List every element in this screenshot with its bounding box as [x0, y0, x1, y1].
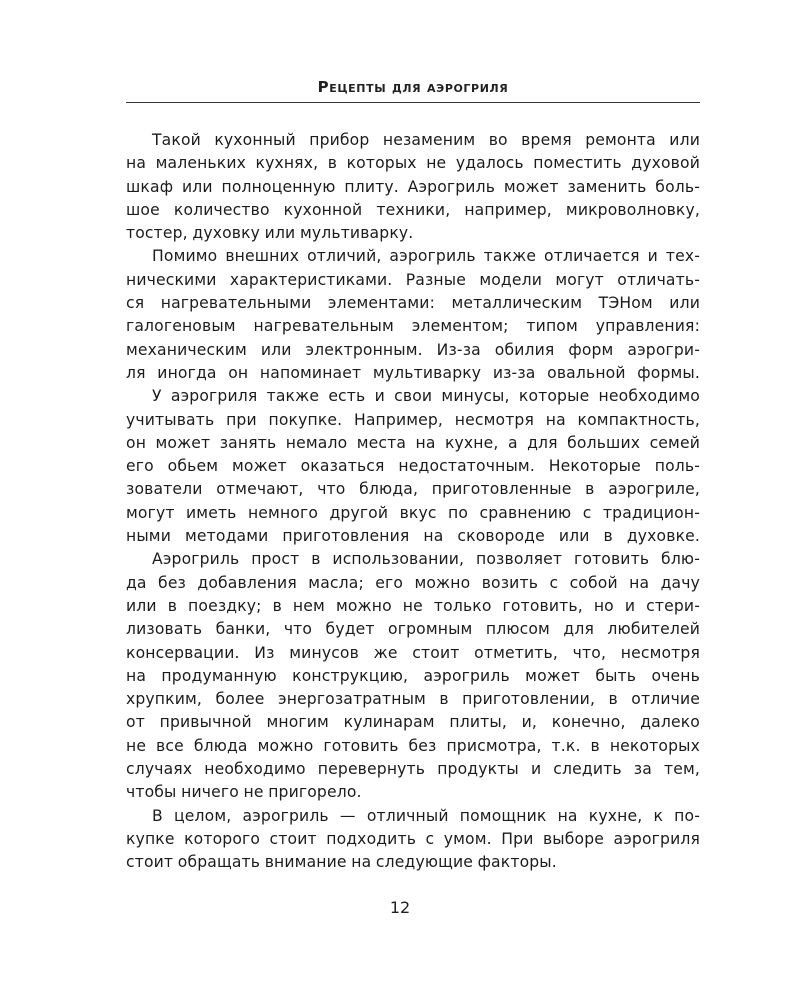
text-line: учитывать при покупке. Например, несмотря на компактность,	[126, 410, 700, 429]
text-line: или в поездку; в нем можно не только готовить, но и стери-	[126, 596, 700, 615]
text-line: от привычной многим кулинарам плиты, и, конечно, далеко	[126, 713, 700, 732]
text-line: Такой кухонный прибор незаменим во время ремонта или	[152, 131, 700, 149]
text-line: он может занять немало места на кухне, а для больших семей	[126, 433, 700, 452]
text-line: ными методами приготовления на сковороде или в духовке.	[126, 527, 700, 546]
text-line: зователи отмечают, что блюда, приготовленные в аэрогриле,	[126, 480, 700, 499]
text-line: случаях необходимо перевернуть продукты и следить за тем,	[126, 760, 700, 779]
text-line: шое количество кухонной техники, например, микроволновку,	[126, 200, 700, 219]
text-line: Аэрогриль прост в использовании, позволяет готовить блю-	[152, 550, 700, 569]
text-line: да без добавления масла; его можно возить с собой на дачу	[126, 573, 700, 592]
text-line: хрупким, более энергозатратным в приготовлении, в отличие	[126, 690, 700, 709]
text-line: на маленьких кухнях, в которых не удалось поместить духовой	[126, 154, 700, 173]
text-line: механическим или электронным. Из-за обилия форм аэрогри-	[126, 340, 700, 359]
text-line: лизовать банки, что будет огромным плюсом для любителей	[126, 620, 700, 639]
page-number: 12	[389, 898, 411, 917]
paragraph	[126, 385, 700, 548]
text-line: ся нагревательными элементами: металлическим ТЭНом или	[126, 294, 700, 313]
text-line: шкаф или полноценную плиту. Аэрогриль может заменить боль-	[126, 177, 700, 196]
text-line: купке которого стоит подходить с умом. При выборе аэрогриля	[126, 829, 700, 848]
text-line: ническими характеристиками. Разные модели могут отличать-	[126, 270, 700, 289]
paragraph	[126, 129, 700, 245]
paragraph	[126, 548, 700, 804]
text-line: консервации. Из минусов же стоит отметить, что, несмотря	[126, 643, 700, 662]
text-line: У аэрогриля также есть и свои минусы, которые необходимо	[152, 387, 700, 406]
text-line: стоит обращать внимание на следующие факторы.	[126, 853, 557, 872]
text-line: могут иметь немного другой вкус по сравнению с традицион-	[126, 503, 700, 522]
paragraph	[126, 245, 700, 385]
text-line: В целом, аэрогриль — отличный помощник на кухне, к по-	[152, 806, 700, 825]
text-line: тостер, духовку или мультиварку.	[126, 224, 414, 243]
text-line: ля иногда он напоминает мультиварку из-за овальной формы.	[126, 363, 700, 382]
text-line: не все блюда можно готовить без присмотра, т.к. в некоторых	[126, 736, 700, 755]
text-line: Помимо внешних отличий, аэрогриль также отличается и тех-	[152, 247, 700, 266]
text-line: на продуманную конструкцию, аэрогриль может быть очень	[126, 666, 700, 685]
running-header: Рецепты для аэрогриля	[317, 78, 509, 96]
header-rule	[126, 102, 700, 103]
body-text	[126, 129, 700, 875]
paragraph	[126, 805, 700, 875]
text-line: галогеновым нагревательным элементом; типом управления:	[126, 317, 700, 336]
text-line: его обьем может оказаться недостаточным. Некоторые поль-	[126, 457, 700, 476]
text-line: чтобы ничего не пригорело.	[126, 783, 362, 802]
